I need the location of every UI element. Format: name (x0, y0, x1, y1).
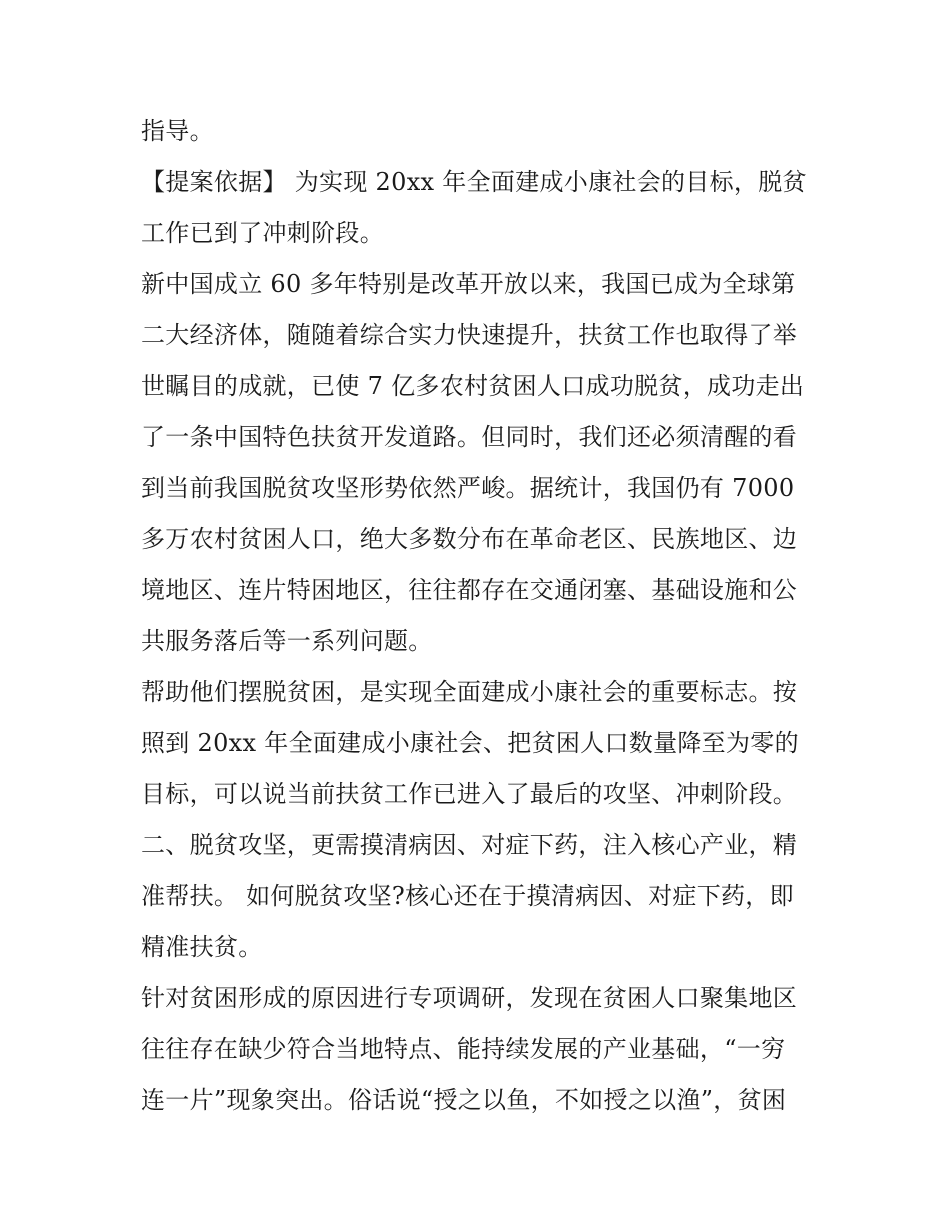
text-line: 了一条中国特色扶贫开发道路。但同时，我们还必须清醒的看 (141, 423, 798, 451)
text-line: 世瞩目的成就，已使 7 亿多农村贫困人口成功脱贫，成功走出 (141, 372, 805, 400)
text-line: 往往存在缺少符合当地特点、能持续发展的产业基础，“一穷 (141, 1035, 786, 1063)
text-line: 指导。 (141, 117, 214, 145)
text-line: 照到 20xx 年全面建成小康社会、把贫困人口数量降至为零的 (141, 729, 799, 757)
text-line: 准帮扶。 如何脱贫攻坚?核心还在于摸清病因、对症下药，即 (141, 882, 794, 910)
text-line: 多万农村贫困人口，绝大多数分布在革命老区、民族地区、边 (141, 525, 798, 553)
text-line: 境地区、连片特困地区，往往都存在交通闭塞、基础设施和公 (141, 576, 798, 604)
text-line: 针对贫困形成的原因进行专项调研，发现在贫困人口聚集地区 (141, 984, 798, 1012)
text-line: 共服务落后等一系列问题。 (141, 627, 433, 655)
text-line: 【提案依据】 为实现 20xx 年全面建成小康社会的目标，脱贫 (141, 168, 807, 196)
text-line: 精准扶贫。 (141, 933, 263, 961)
text-line: 帮助他们摆脱贫困，是实现全面建成小康社会的重要标志。按 (141, 678, 798, 706)
text-line: 二大经济体，随随着综合实力快速提升，扶贫工作也取得了举 (141, 321, 798, 349)
text-line: 到当前我国脱贫攻坚形势依然严峻。据统计，我国仍有 7000 (141, 474, 795, 502)
text-line: 工作已到了冲刺阶段。 (141, 219, 384, 247)
text-line: 连一片”现象突出。俗话说“授之以鱼，不如授之以渔”，贫困 (141, 1086, 787, 1114)
document-body (141, 106, 821, 1126)
text-line: 新中国成立 60 多年特别是改革开放以来，我国已成为全球第 (141, 270, 796, 298)
text-line: 目标，可以说当前扶贫工作已进入了最后的攻坚、冲刺阶段。 (141, 780, 798, 808)
text-line: 二、脱贫攻坚，更需摸清病因、对症下药，注入核心产业，精 (141, 831, 798, 859)
